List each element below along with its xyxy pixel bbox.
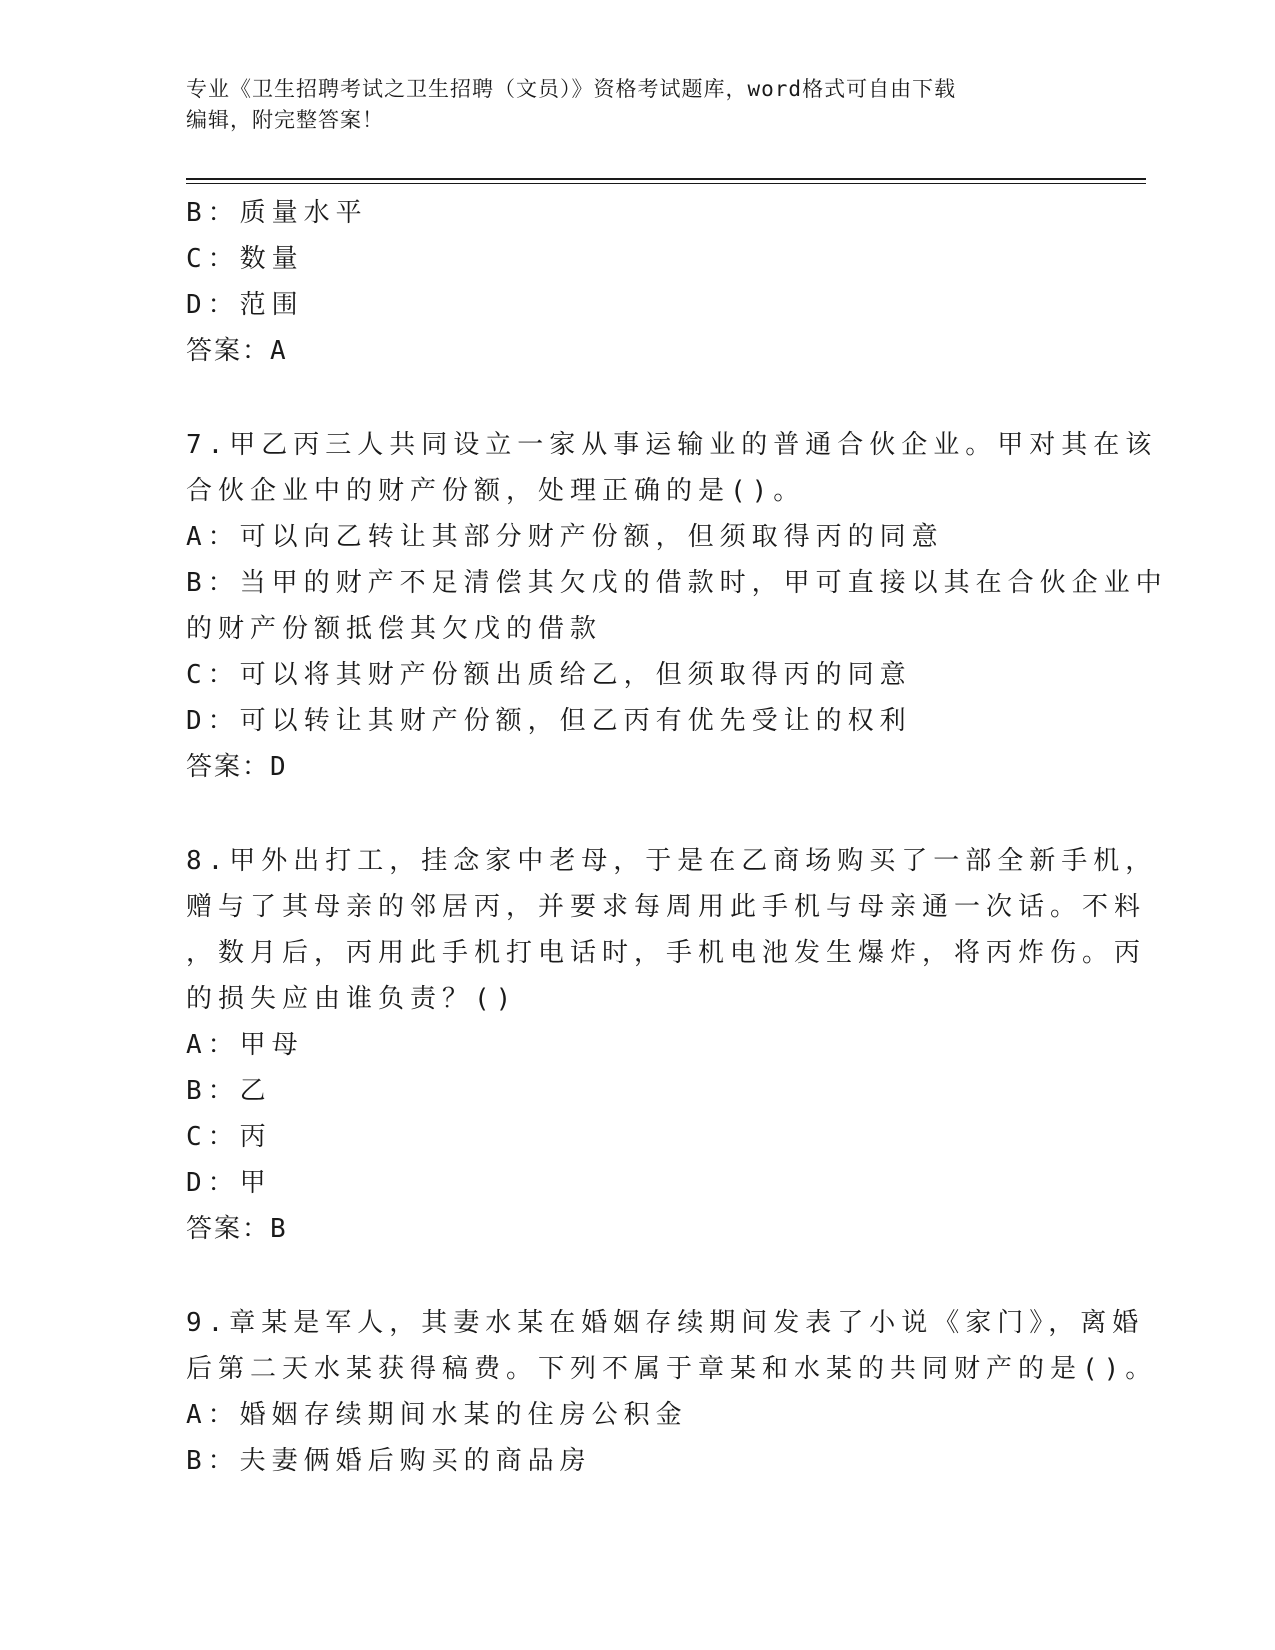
option-b-continued: 的财产份额抵偿其欠戊的借款 bbox=[186, 614, 603, 644]
spacer bbox=[186, 790, 1086, 838]
spacer bbox=[186, 1252, 1086, 1300]
option-c: C：丙 bbox=[186, 1122, 272, 1152]
option-c: C：可以将其财产份额出质给乙，但须取得丙的同意 bbox=[186, 660, 912, 690]
question-7 bbox=[186, 422, 1168, 790]
question-stem: 8.甲外出打工，挂念家中老母，于是在乙商场购买了一部全新手机， bbox=[186, 846, 1158, 876]
option-b: B：乙 bbox=[186, 1076, 272, 1106]
header-divider-thin bbox=[186, 183, 1146, 184]
question-stem: 7.甲乙丙三人共同设立一家从事运输业的普通合伙企业。甲对其在该 bbox=[186, 430, 1158, 460]
question-stem: 合伙企业中的财产份额，处理正确的是()。 bbox=[186, 476, 806, 506]
question-8 bbox=[186, 838, 1158, 1252]
option-a: A：可以向乙转让其部分财产份额，但须取得丙的同意 bbox=[186, 522, 944, 552]
question-9 bbox=[186, 1300, 1158, 1484]
option-a: A：婚姻存续期间水某的住房公积金 bbox=[186, 1400, 688, 1430]
question-6-tail bbox=[186, 190, 1086, 374]
question-stem: ，数月后，丙用此手机打电话时，手机电池发生爆炸，将丙炸伤。丙 bbox=[186, 938, 1147, 968]
question-stem: 的损失应由谁负责？() bbox=[186, 984, 518, 1014]
option-d: D：范围 bbox=[186, 290, 304, 320]
option-b: B：夫妻俩婚后购买的商品房 bbox=[186, 1446, 592, 1476]
header-divider-thick bbox=[186, 178, 1146, 180]
option-d: D：甲 bbox=[186, 1168, 272, 1198]
document-header bbox=[186, 74, 1086, 136]
header-line-2: 编辑，附完整答案！ bbox=[186, 108, 384, 132]
option-b: B：质量水平 bbox=[186, 198, 368, 228]
spacer bbox=[186, 374, 1086, 422]
question-stem: 赠与了其母亲的邻居丙，并要求每周用此手机与母亲通一次话。不料 bbox=[186, 892, 1147, 922]
question-content bbox=[186, 190, 1168, 1484]
answer: 答案：D bbox=[186, 752, 288, 782]
option-a: A：甲母 bbox=[186, 1030, 304, 1060]
option-b: B：当甲的财产不足清偿其欠戊的借款时，甲可直接以其在合伙企业中 bbox=[186, 568, 1168, 598]
question-stem: 后第二天水某获得稿费。下列不属于章某和水某的共同财产的是()。 bbox=[186, 1354, 1158, 1384]
question-stem: 9.章某是军人，其妻水某在婚姻存续期间发表了小说《家门》，离婚 bbox=[186, 1308, 1145, 1338]
answer: 答案：B bbox=[186, 1214, 288, 1244]
header-line-1: 专业《卫生招聘考试之卫生招聘（文员）》资格考试题库，word格式可自由下载 bbox=[186, 77, 957, 101]
answer: 答案：A bbox=[186, 336, 288, 366]
option-d: D：可以转让其财产份额，但乙丙有优先受让的权利 bbox=[186, 706, 912, 736]
option-c: C：数量 bbox=[186, 244, 304, 274]
